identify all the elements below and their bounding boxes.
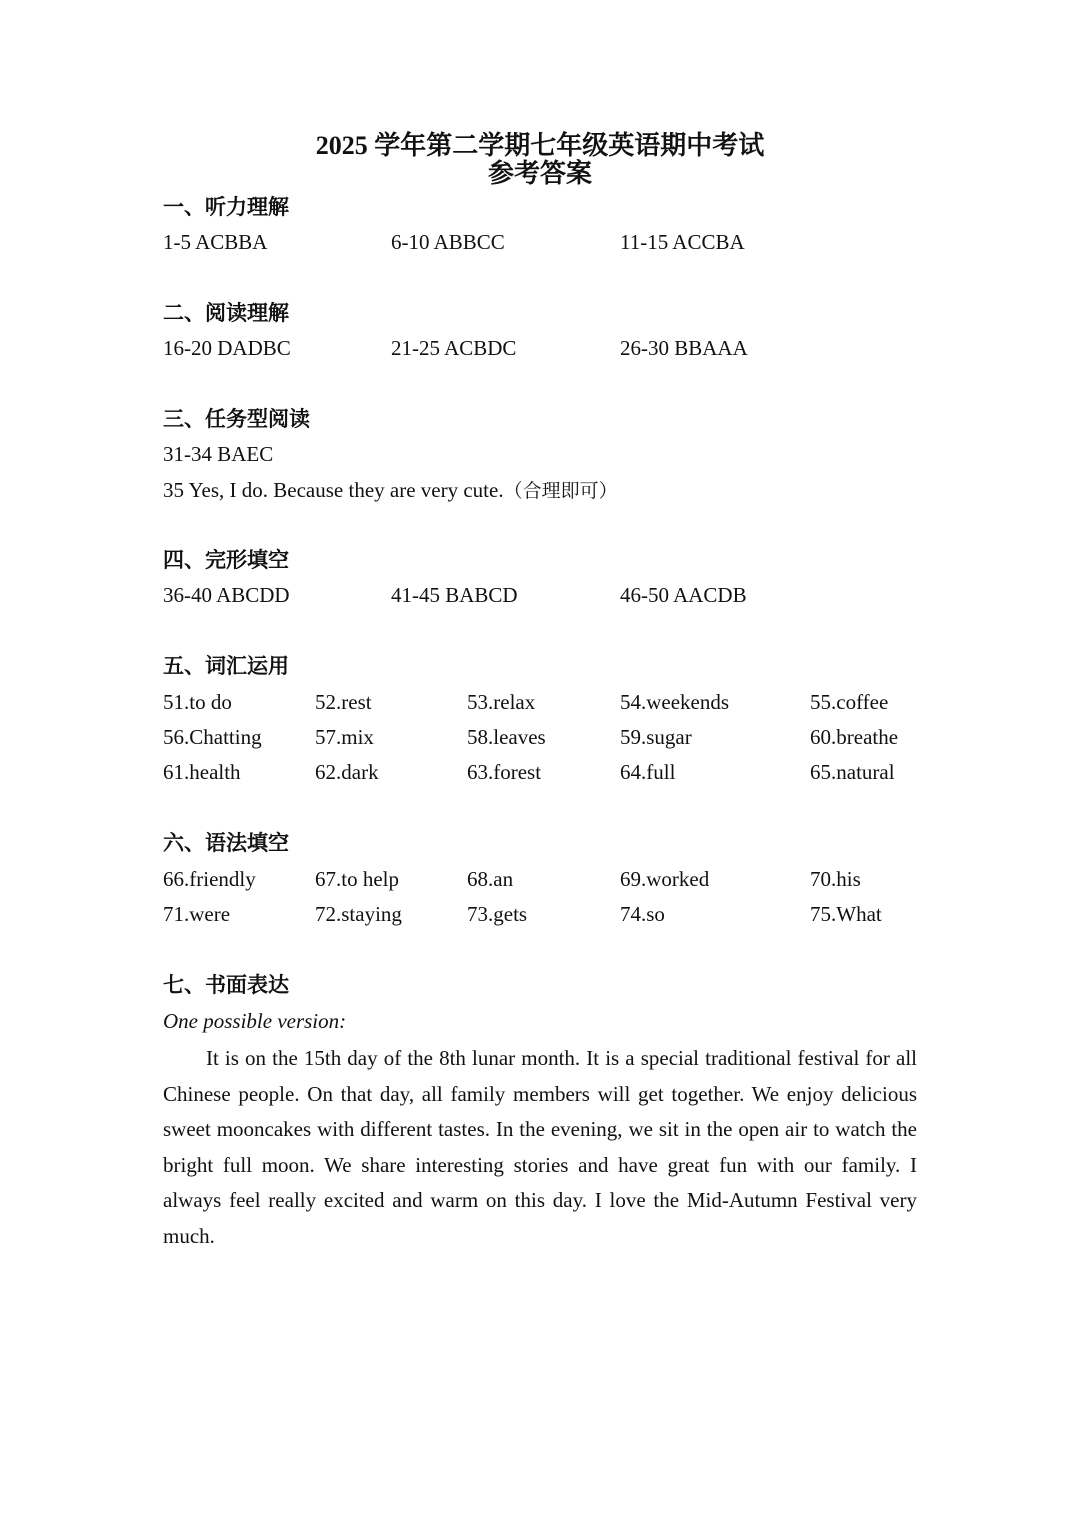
vocab-answer: 54.weekends bbox=[620, 690, 730, 714]
answer-group: 36-40 ABCDD bbox=[163, 583, 290, 607]
answer-group: 1-5 ACBBA bbox=[163, 230, 268, 254]
vocab-answer: 61.health bbox=[163, 760, 241, 784]
grammar-row bbox=[0, 900, 1080, 928]
answer-row bbox=[0, 581, 1080, 609]
section-heading-cloze: 四、完形填空 bbox=[163, 548, 289, 572]
answer-group: 16-20 DADBC bbox=[163, 336, 291, 360]
answer-group: 46-50 AACDB bbox=[620, 583, 747, 607]
vocab-answer: 51.to do bbox=[163, 690, 232, 714]
answer-row bbox=[0, 228, 1080, 256]
grammar-answer: 71.were bbox=[163, 902, 231, 926]
grammar-answer: 75.What bbox=[810, 902, 882, 926]
grammar-answer: 68.an bbox=[467, 867, 514, 891]
section-heading-writing: 七、书面表达 bbox=[163, 973, 289, 997]
vocab-answer: 53.relax bbox=[467, 690, 536, 714]
vocab-answer: 63.forest bbox=[467, 760, 542, 784]
grammar-row bbox=[0, 865, 1080, 893]
open-answer-text: 35 Yes, I do. Because they are very cute. bbox=[163, 478, 504, 502]
grammar-answer: 67.to help bbox=[315, 867, 399, 891]
vocab-answer: 56.Chatting bbox=[163, 725, 262, 749]
vocab-answer: 57.mix bbox=[315, 725, 374, 749]
answer-group: 41-45 BABCD bbox=[391, 583, 518, 607]
grammar-answer: 70.his bbox=[810, 867, 861, 891]
vocab-answer: 59.sugar bbox=[620, 725, 692, 749]
answer-group: 21-25 ACBDC bbox=[391, 336, 517, 360]
sample-essay: It is on the 15th day of the 8th lunar month. It is a special traditional festival for all Chinese people. On that day, all family members will get together. We enjoy delicious sweet mooncakes with different tastes. In the evening, we sit in the open air to watch the bright full moon. We share interesting stories and have great fun with our family. I always feel really excited and warm on this day. I love the Mid-Autumn Festival very much. bbox=[163, 1046, 917, 1248]
grammar-answer: 73.gets bbox=[467, 902, 528, 926]
answer-group: 26-30 BBAAA bbox=[620, 336, 748, 360]
answer-row bbox=[0, 334, 1080, 362]
answer-group: 6-10 ABBCC bbox=[391, 230, 505, 254]
vocab-answer: 62.dark bbox=[315, 760, 379, 784]
vocab-answer: 65.natural bbox=[810, 760, 895, 784]
vocab-answer: 64.full bbox=[620, 760, 676, 784]
answer-line-open bbox=[163, 476, 618, 505]
section-heading-listening: 一、听力理解 bbox=[163, 195, 289, 219]
page-title: 2025 学年第二学期七年级英语期中考试 bbox=[315, 131, 765, 160]
answer-line: 31-34 BAEC bbox=[163, 442, 274, 466]
section-heading-task-reading: 三、任务型阅读 bbox=[163, 407, 310, 431]
section-heading-vocabulary: 五、词汇运用 bbox=[163, 654, 289, 678]
grammar-answer: 69.worked bbox=[620, 867, 710, 891]
section-heading-reading: 二、阅读理解 bbox=[163, 301, 289, 325]
vocab-answer: 55.coffee bbox=[810, 690, 889, 714]
sample-label: One possible version: bbox=[163, 1009, 347, 1033]
vocab-row bbox=[0, 758, 1080, 786]
page-subtitle: 参考答案 bbox=[487, 159, 592, 188]
vocab-answer: 52.rest bbox=[315, 690, 372, 714]
grammar-answer: 72.staying bbox=[315, 902, 402, 926]
grading-note: （合理即可） bbox=[503, 480, 618, 502]
vocab-answer: 60.breathe bbox=[810, 725, 899, 749]
vocab-row bbox=[0, 723, 1080, 751]
answer-group: 11-15 ACCBA bbox=[620, 230, 745, 254]
section-heading-grammar: 六、语法填空 bbox=[163, 831, 289, 855]
grammar-answer: 66.friendly bbox=[163, 867, 256, 891]
vocab-answer: 58.leaves bbox=[467, 725, 546, 749]
grammar-answer: 74.so bbox=[620, 902, 665, 926]
vocab-row bbox=[0, 688, 1080, 716]
